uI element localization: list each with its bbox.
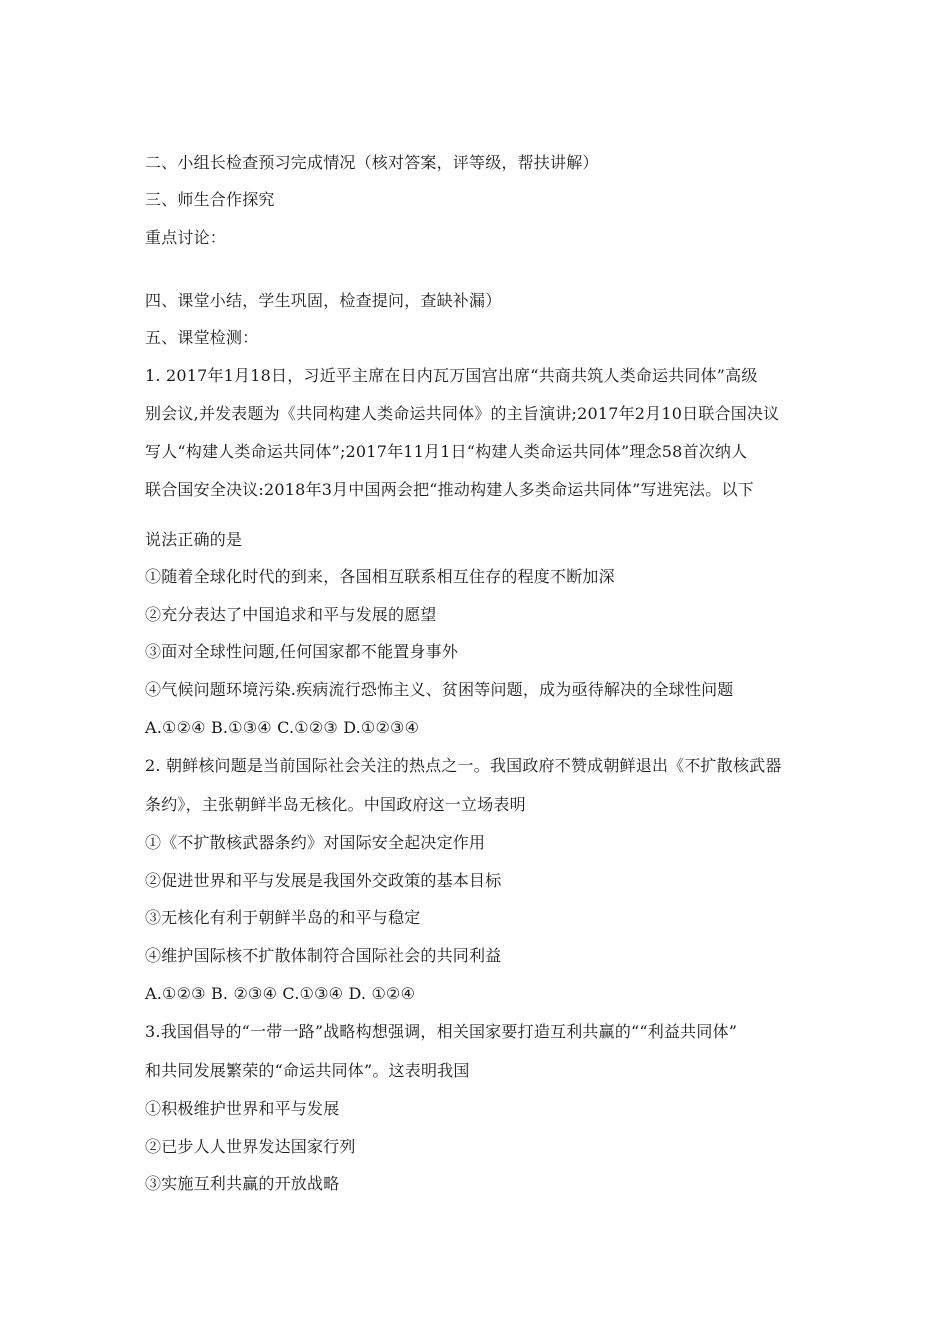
question-3-stem-line: 3.我国倡导的“一带一路”战略构想强调，相关国家要打造互利共赢的““利益共同体” (145, 1022, 738, 1041)
question-1-option: ①随着全球化时代的到来，各国相互联系相互住存的程度不断加深 (145, 567, 615, 586)
section-5-heading: 五、课堂检测： (145, 328, 259, 347)
question-1-stem-line: 别会议,并发表题为《共同构建人类命运共同体》的主旨演讲;2017年2月10日联合国决议 (145, 404, 780, 423)
question-1-option: ②充分表达了中国追求和平与发展的愿望 (145, 605, 437, 624)
section-3-heading: 三、师生合作探究 (145, 190, 275, 209)
question-1-option: ③面对全球性问题,任何国家都不能置身事外 (145, 642, 459, 661)
question-2-option: ②促进世界和平与发展是我国外交政策的基本目标 (145, 871, 502, 890)
question-2-stem-line: 2. 朝鲜核问题是当前国际社会关注的热点之一。我国政府不赞成朝鲜退出《不扩散核武器 (145, 756, 782, 775)
question-2-stem-line: 条约》，主张朝鲜半岛无核化。中国政府这一立场表明 (145, 795, 526, 814)
question-1-answer-choices: A.①②④ B.①③④ C.①②③ D.①②③④ (145, 718, 420, 737)
question-3-option: ①积极维护世界和平与发展 (145, 1099, 340, 1118)
question-3-option: ③实施互利共赢的开放战略 (145, 1174, 340, 1193)
question-1-stem-line: 说法正确的是 (145, 530, 243, 549)
question-2-answer-choices: A.①②③ B. ②③④ C.①③④ D. ①②④ (145, 984, 416, 1003)
question-3-option: ②已步人人世界发达国家行列 (145, 1137, 356, 1156)
question-1-option: ④气候问题环境污染.疾病流行恐怖主义、贫困等问题，成为亟待解决的全球性问题 (145, 680, 734, 699)
focus-discussion-label: 重点讨论： (145, 228, 227, 247)
question-3-stem-line: 和共同发展繁荣的“命运共同体”。这表明我国 (145, 1061, 470, 1080)
section-4-heading: 四、课堂小结，学生巩固，检查提问，查缺补漏） (145, 291, 502, 310)
question-1-stem-line: 联合国安全决议:2018年3月中国两会把“推动构建人多类命运共同体”写进宪法。以下 (145, 480, 754, 499)
question-1-stem-line: 1. 2017年1月18日，习近平主席在日内瓦万国宫出席“共商共筑人类命运共同体”高级 (145, 366, 758, 385)
question-2-option: ③无核化有利于朝鲜半岛的和平与稳定 (145, 908, 421, 927)
section-2-heading: 二、小组长检查预习完成情况（核对答案，评等级，帮扶讲解） (145, 153, 599, 172)
question-1-stem-line: 写人“构建人类命运共同体”;2017年11月1日“构建人类命运共同体”理念58首次纳人 (145, 442, 748, 461)
question-2-option: ④维护国际核不扩散体制符合国际社会的共同利益 (145, 946, 502, 965)
question-2-option: ①《不扩散核武器条约》对国际安全起决定作用 (145, 833, 486, 852)
